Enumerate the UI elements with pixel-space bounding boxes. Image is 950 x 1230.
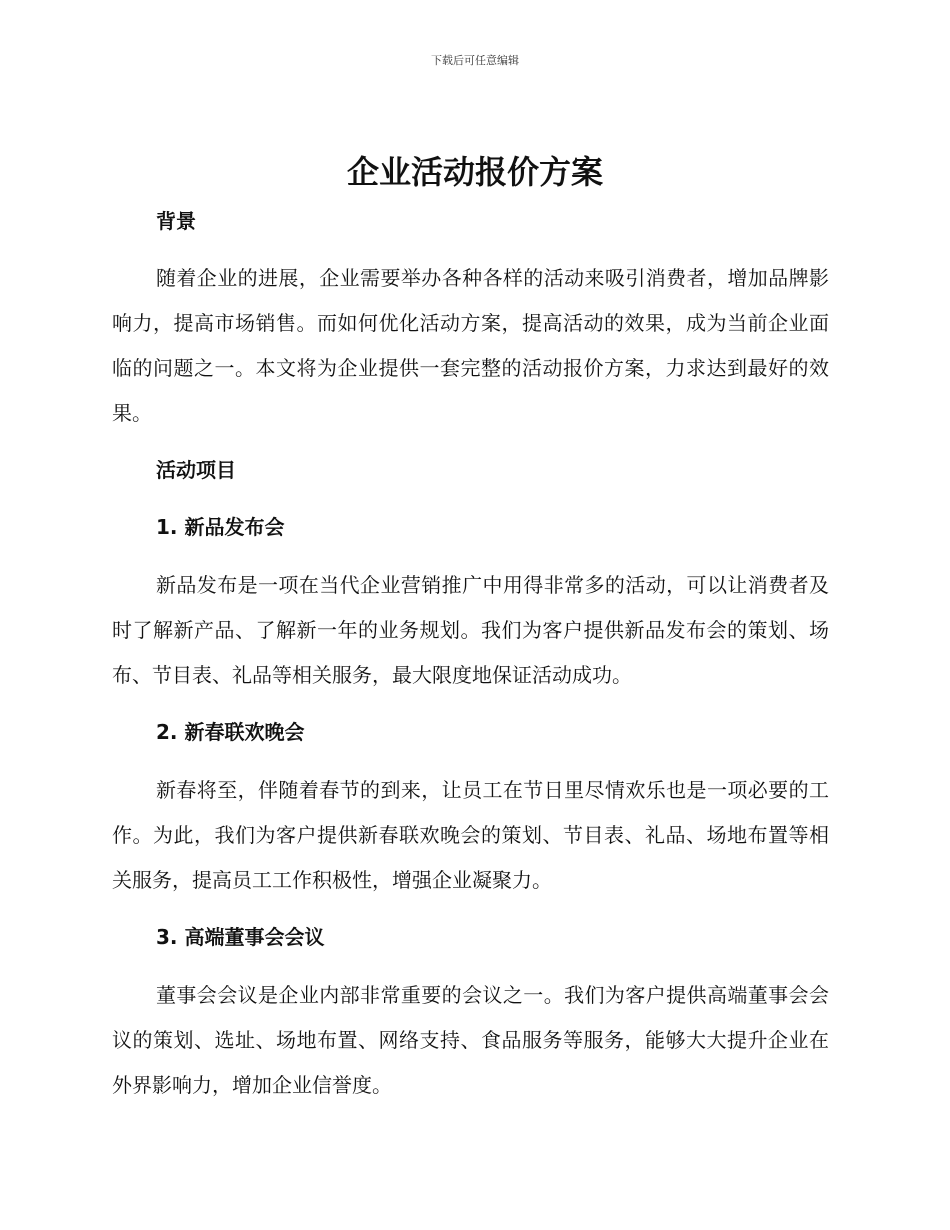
item-heading-product-launch: 1. 新品发布会 — [156, 515, 285, 539]
item-paragraph-product-launch: 新品发布是一项在当代企业营销推广中用得非常多的活动，可以让消费者及时了解新产品、了解新一年的业务规划。我们为客户提供新品发布会的策划、场布、节目表、礼品等相关服务，最大限度地保证活动成功。 — [112, 573, 829, 687]
page-header-note: 下载后可任意编辑 — [431, 54, 519, 67]
item-paragraph-spring-gala: 新春将至，伴随着春节的到来，让员工在节日里尽情欢乐也是一项必要的工作。为此，我们为客户提供新春联欢晚会的策划、节目表、礼品、场地布置等相关服务，提高员工工作积极性，增强企业凝聚力。 — [112, 778, 829, 892]
document-title: 企业活动报价方案 — [346, 153, 603, 191]
item-heading-spring-gala: 2. 新春联欢晚会 — [156, 720, 305, 744]
section-heading-projects: 活动项目 — [156, 458, 236, 482]
item-heading-board-meeting: 3. 高端董事会会议 — [156, 925, 325, 949]
section-heading-background: 背景 — [156, 209, 196, 233]
background-paragraph: 随着企业的进展，企业需要举办各种各样的活动来吸引消费者，增加品牌影响力，提高市场销售。而如何优化活动方案，提高活动的效果，成为当前企业面临的问题之一。本文将为企业提供一套完整的活动报价方案，力求达到最好的效果。 — [112, 266, 829, 425]
item-paragraph-board-meeting: 董事会会议是企业内部非常重要的会议之一。我们为客户提供高端董事会会议的策划、选址、场地布置、网络支持、食品服务等服务，能够大大提升企业在外界影响力，增加企业信誉度。 — [112, 983, 829, 1097]
